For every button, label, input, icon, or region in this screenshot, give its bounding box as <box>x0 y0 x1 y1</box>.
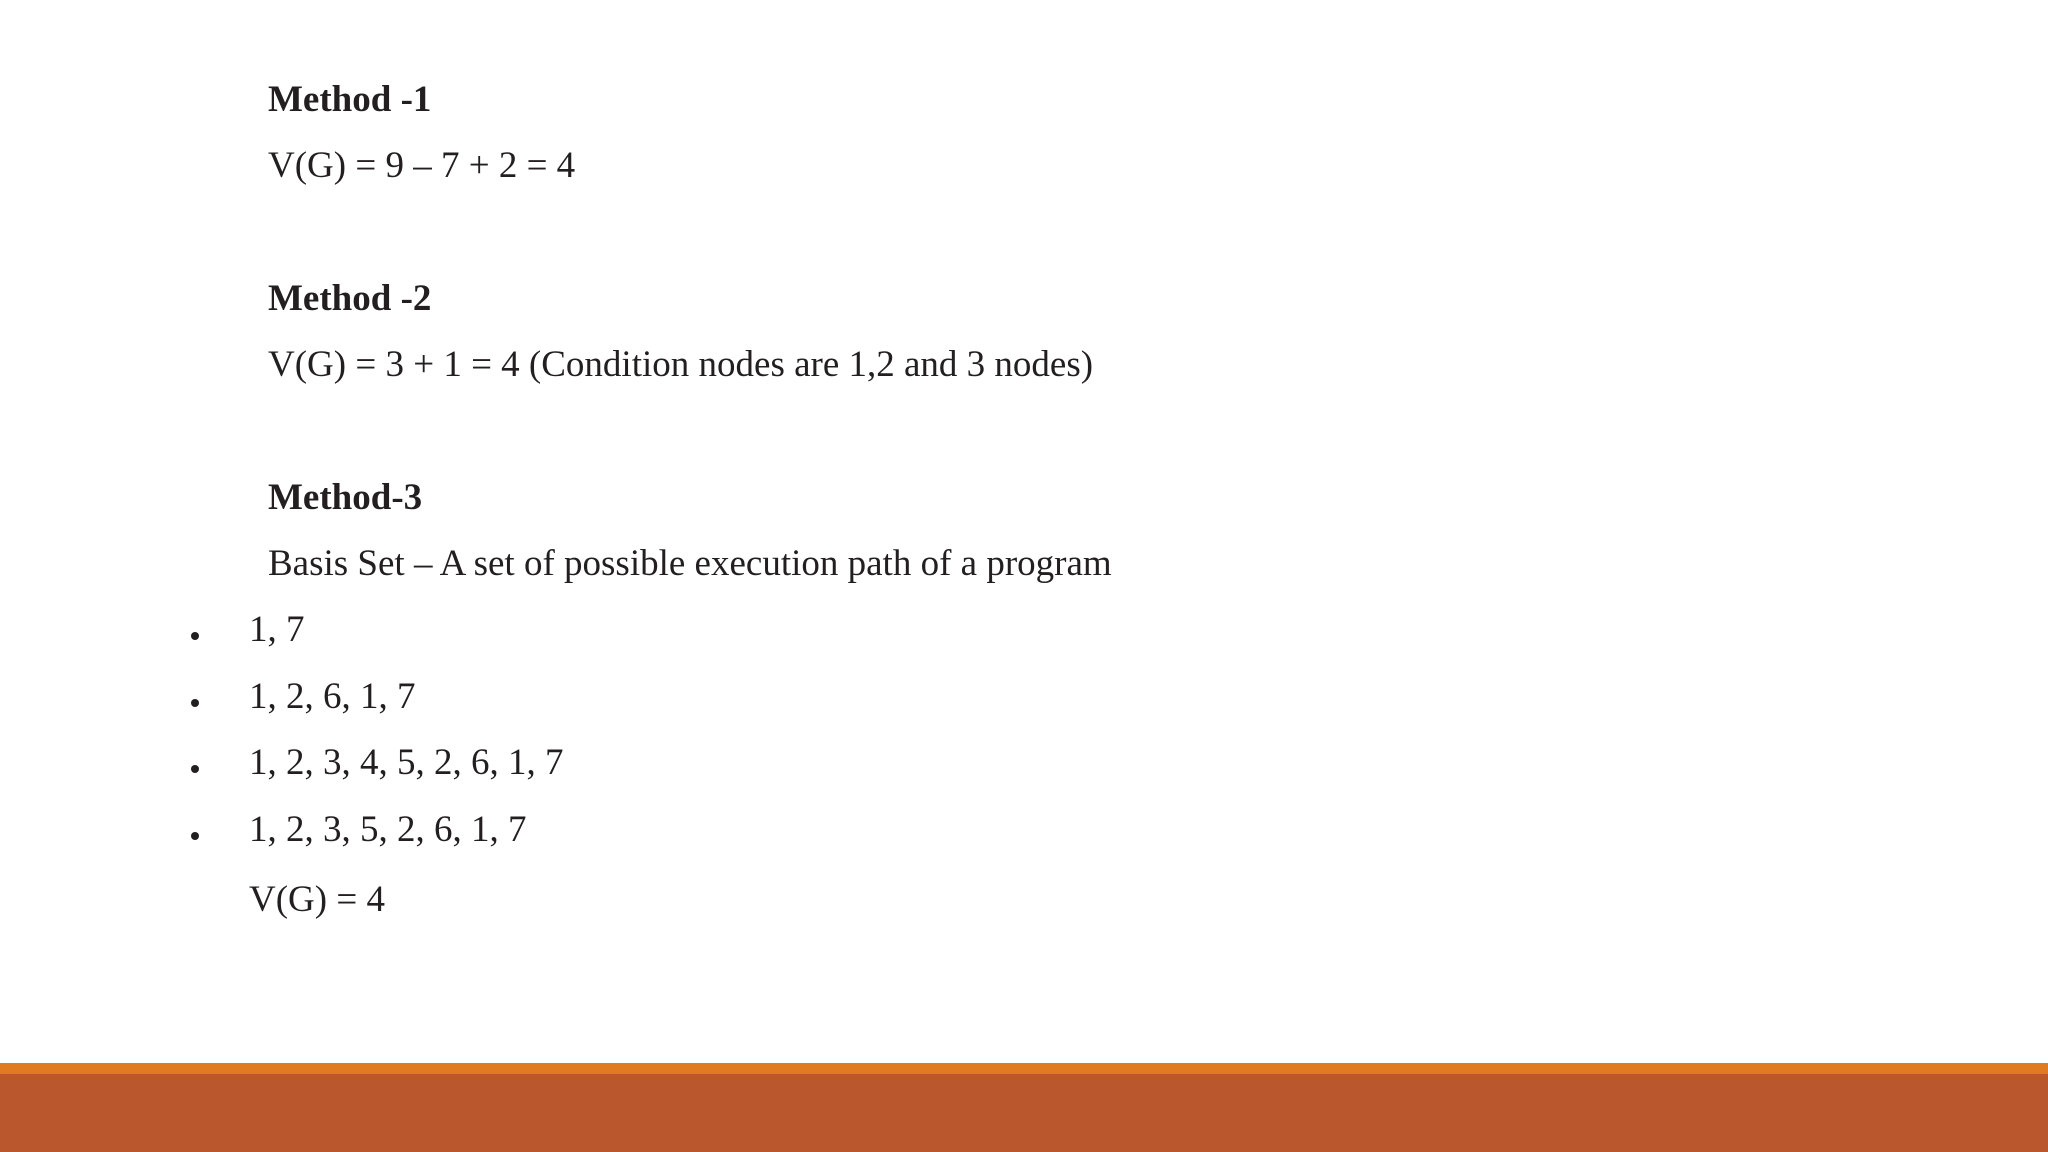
path-text: 1, 2, 6, 1, 7 <box>249 676 416 717</box>
footer-accent-stripe <box>0 1063 2048 1074</box>
path-text: 1, 2, 3, 4, 5, 2, 6, 1, 7 <box>249 742 564 783</box>
method-1-formula: V(G) = 9 – 7 + 2 = 4 <box>268 145 576 186</box>
bullet-icon <box>191 699 199 707</box>
bullet-icon <box>191 765 199 773</box>
method-3-description: Basis Set – A set of possible execution path of a program <box>268 543 1112 584</box>
method-3-heading: Method-3 <box>268 477 423 518</box>
footer-bar <box>0 1074 2048 1152</box>
path-text: 1, 2, 3, 5, 2, 6, 1, 7 <box>249 809 527 850</box>
method-2-heading: Method -2 <box>268 278 432 319</box>
method-1-heading: Method -1 <box>268 79 432 120</box>
method-2-formula: V(G) = 3 + 1 = 4 (Condition nodes are 1,2 and 3 nodes) <box>268 344 1094 385</box>
bullet-icon <box>191 832 199 840</box>
path-text: 1, 7 <box>249 609 305 650</box>
cyclomatic-result: V(G) = 4 <box>249 879 385 920</box>
bullet-icon <box>191 632 199 640</box>
